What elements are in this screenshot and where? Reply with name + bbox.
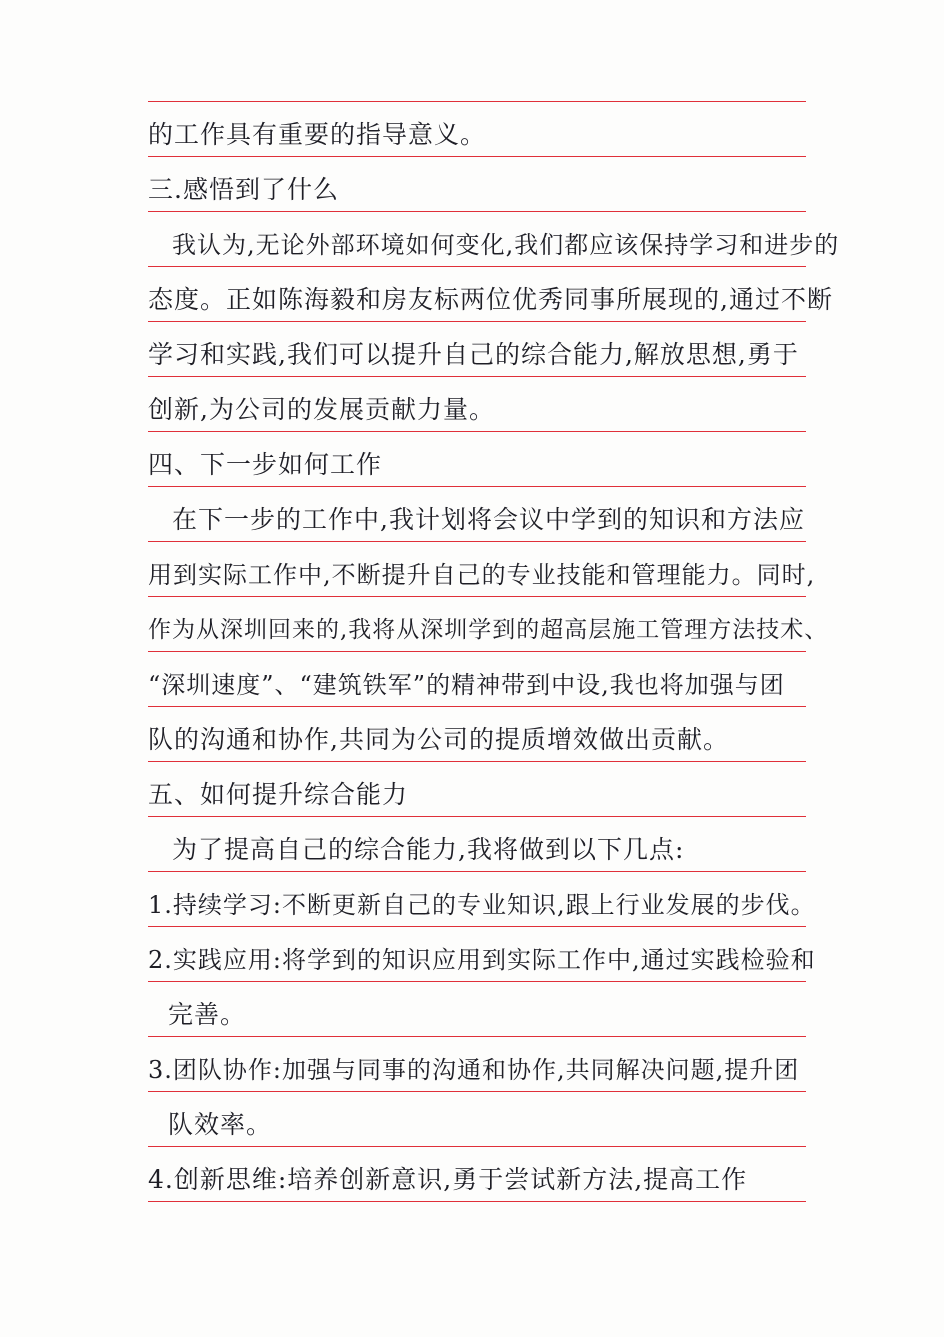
ruled-line — [148, 101, 806, 102]
paragraph-line: 为了提高自己的综合能力,我将做到以下几点: — [172, 835, 685, 864]
paragraph-line: 我认为,无论外部环境如何变化,我们都应该保持学习和进步的 — [172, 231, 840, 259]
section-heading: 五、如何提升综合能力 — [148, 780, 409, 809]
paragraph-line: “深圳速度”、“建筑铁军”的精神带到中设,我也将加强与团 — [148, 671, 785, 699]
list-item: 2.实践应用:将学到的知识应用到实际工作中,通过实践检验和 — [148, 946, 816, 974]
paragraph-line: 的工作具有重要的指导意义。 — [148, 120, 487, 149]
paragraph-line: 学习和实践,我们可以提升自己的综合能力,解放思想,勇于 — [148, 340, 799, 369]
list-item: 1.持续学习:不断更新自己的专业知识,跟上行业发展的步伐。 — [148, 891, 816, 919]
section-heading: 四、下一步如何工作 — [148, 450, 383, 479]
paragraph-line: 创新,为公司的发展贡献力量。 — [148, 395, 495, 424]
paragraph-line: 队的沟通和协作,共同为公司的提质增效做出贡献。 — [148, 725, 729, 754]
paragraph-line: 态度。正如陈海毅和房友标两位优秀同事所展现的,通过不断 — [148, 285, 833, 314]
paragraph-line: 用到实际工作中,不断提升自己的专业技能和管理能力。同时, — [148, 561, 816, 589]
list-item: 4.创新思维:培养创新意识,勇于尝试新方法,提高工作 — [148, 1165, 748, 1194]
section-heading: 三.感悟到了什么 — [148, 175, 339, 204]
paragraph-line: 作为从深圳回来的,我将从深圳学到的超高层施工管理方法技术、 — [148, 617, 829, 643]
list-item-continuation: 完善。 — [168, 1000, 247, 1029]
list-item-continuation: 队效率。 — [168, 1110, 273, 1139]
list-item: 3.团队协作:加强与同事的沟通和协作,共同解决问题,提升团 — [148, 1056, 800, 1084]
paragraph-line: 在下一步的工作中,我计划将会议中学到的知识和方法应 — [172, 505, 805, 534]
